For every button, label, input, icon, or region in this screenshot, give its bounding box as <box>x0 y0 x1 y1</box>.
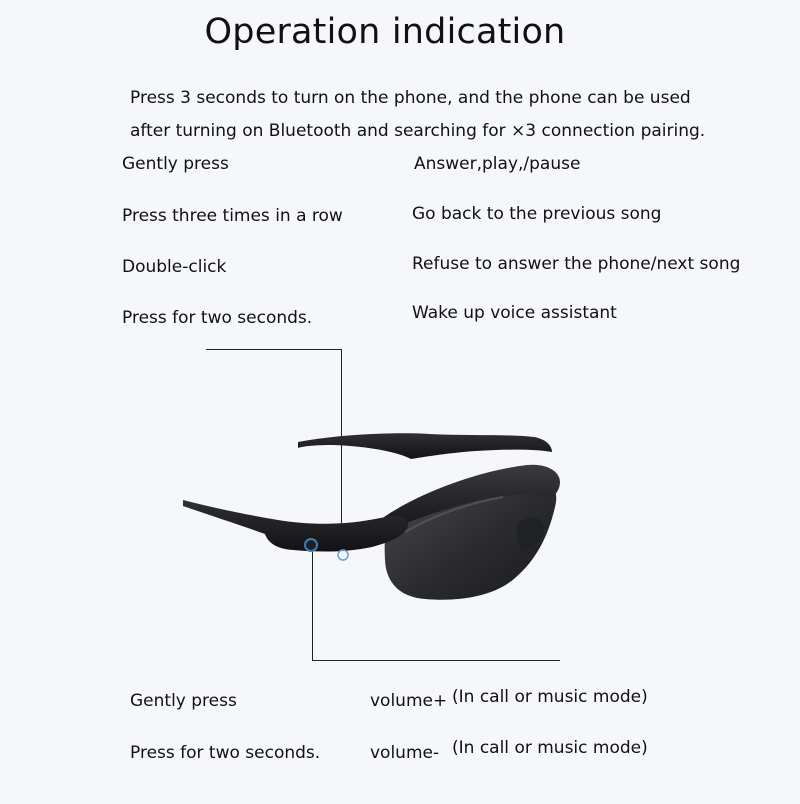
operation-action-1: Answer,play,/pause <box>414 154 581 174</box>
page-title: Operation indication <box>204 12 566 52</box>
intro-line-1: Press 3 seconds to turn on the phone, and the phone can be used <box>130 88 691 108</box>
operation-action-4: Wake up voice assistant <box>412 303 617 323</box>
upper-frame <box>384 465 560 529</box>
operation-action-2: Go back to the previous song <box>412 204 662 224</box>
volume-value-2: volume- <box>370 743 440 763</box>
lens-highlight <box>405 497 503 532</box>
touch-button-secondary-icon <box>338 550 348 560</box>
volume-mode-2: (In call or music mode) <box>452 738 648 758</box>
volume-value-1: volume+ <box>370 691 448 711</box>
far-temple-arm <box>298 433 552 459</box>
nose-pad <box>517 517 544 551</box>
volume-label-1: Gently press <box>130 691 237 711</box>
volume-label-2: Press for two seconds. <box>130 743 321 763</box>
volume-mode-1: (In call or music mode) <box>452 687 648 707</box>
pointer-line-top-horizontal <box>206 349 342 350</box>
operation-action-3: Refuse to answer the phone/next song <box>412 254 741 274</box>
lens-shape <box>385 478 557 600</box>
operation-label-2: Press three times in a row <box>122 206 343 226</box>
intro-text <box>130 82 770 148</box>
operation-label-4: Press for two seconds. <box>122 308 313 328</box>
operation-label-3: Double-click <box>122 257 227 277</box>
pointer-line-top-vertical <box>341 349 342 538</box>
operation-label-1: Gently press <box>122 154 229 174</box>
intro-line-2: after turning on Bluetooth and searching for ×3 connection pairing. <box>130 121 706 141</box>
pointer-line-bottom-horizontal <box>312 660 560 661</box>
near-temple-arm <box>183 500 408 552</box>
pointer-line-bottom-vertical <box>312 548 313 661</box>
touch-button-primary-icon <box>305 539 317 551</box>
